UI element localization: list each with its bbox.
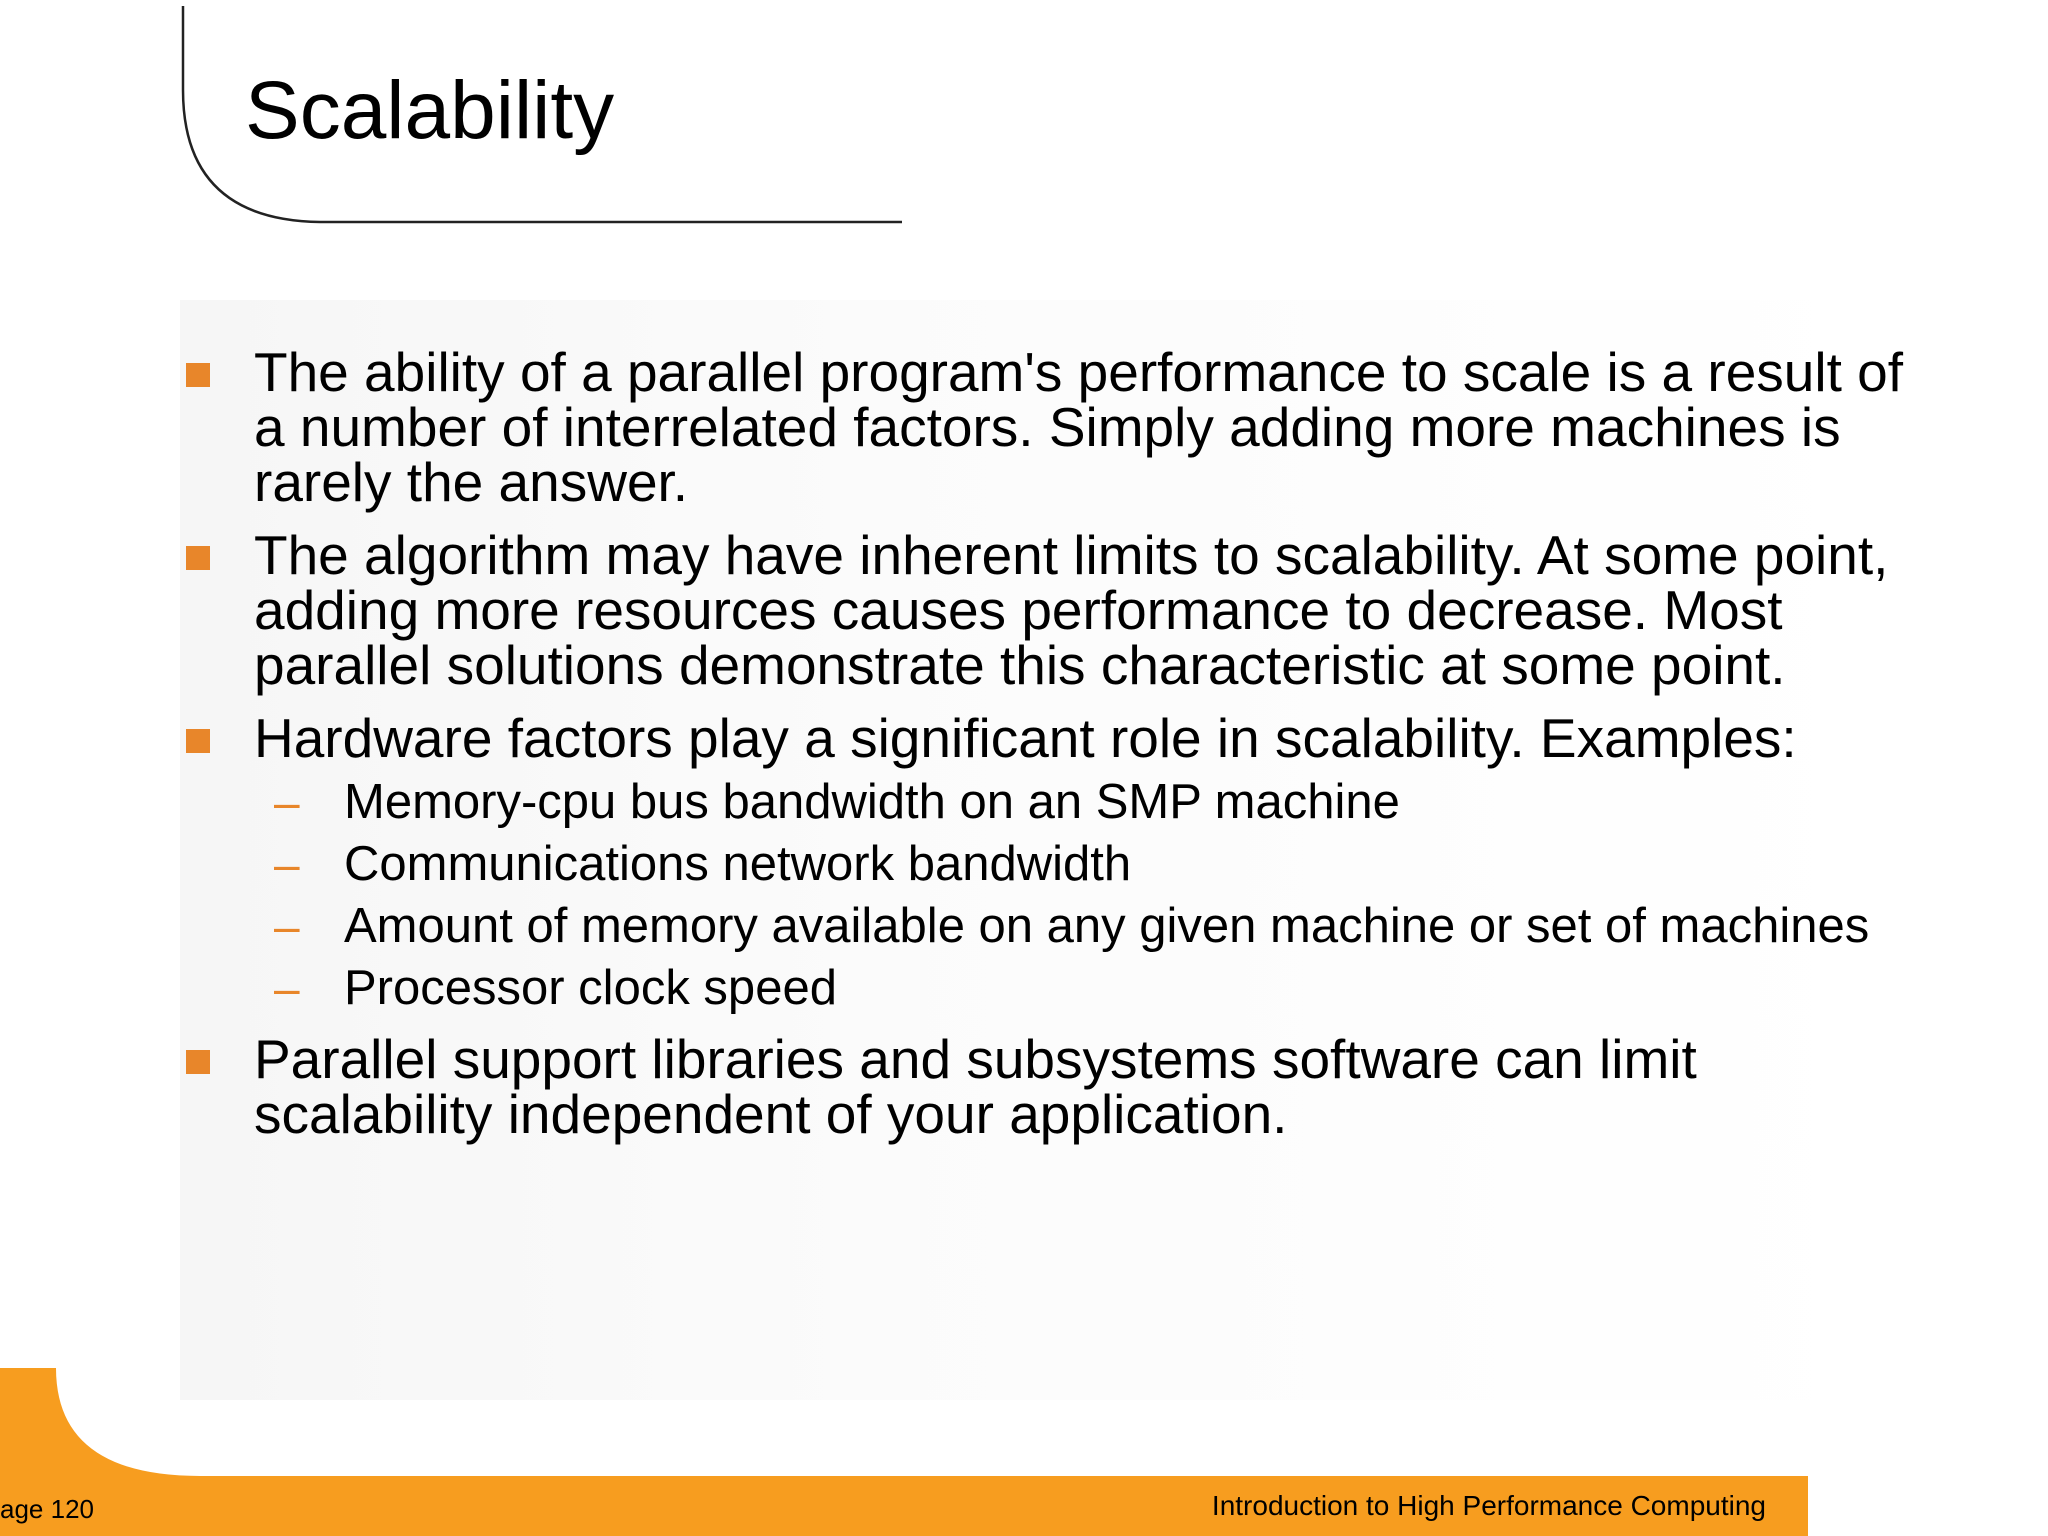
bullet-item	[180, 1028, 1940, 1145]
sub-bullet-text: Communications network bandwidth	[344, 837, 1132, 891]
bullet-item	[180, 707, 1940, 1015]
footer-course-title: Introduction to High Performance Computing	[1211, 1490, 1766, 1521]
bullet-item	[180, 341, 1940, 513]
square-bullet-icon	[186, 363, 210, 387]
bullet-item	[180, 524, 1940, 696]
bullet-text: The algorithm may have inherent limits to scalability. At some point, adding more resources causes performance to decrease. Most parallel solutions demonstrate this characteristic at some point.	[254, 524, 1889, 696]
sub-bullet-text: Memory-cpu bus bandwidth on an SMP machine	[344, 775, 1400, 829]
dash-bullet-icon: –	[274, 838, 300, 890]
sub-bullet-text: Processor clock speed	[344, 961, 837, 1015]
bullet-text: Parallel support libraries and subsystems software can limit scalability independent of your application.	[254, 1028, 1697, 1145]
dash-bullet-icon: –	[274, 962, 300, 1014]
slide-title: Scalability	[245, 65, 615, 156]
sub-bullet-list	[254, 776, 1940, 1014]
sub-bullet-item	[254, 776, 1940, 828]
bullet-text: The ability of a parallel program's performance to scale is a result of a number of interrelated factors. Simply adding more machines is rarely the answer.	[254, 341, 1904, 513]
page-number: age 120	[0, 1494, 94, 1524]
footer-curve-decoration	[0, 1368, 200, 1478]
sub-bullet-item	[254, 900, 1940, 952]
square-bullet-icon	[186, 546, 210, 570]
dash-bullet-icon: –	[274, 776, 300, 828]
dash-bullet-icon: –	[274, 900, 300, 952]
sub-bullet-item	[254, 962, 1940, 1014]
bullet-list	[180, 341, 1940, 1160]
sub-bullet-item	[254, 838, 1940, 890]
sub-bullet-text: Amount of memory available on any given machine or set of machines	[344, 899, 1870, 953]
bullet-text: Hardware factors play a significant role in scalability. Examples:	[254, 707, 1797, 769]
square-bullet-icon	[186, 729, 210, 753]
square-bullet-icon	[186, 1050, 210, 1074]
